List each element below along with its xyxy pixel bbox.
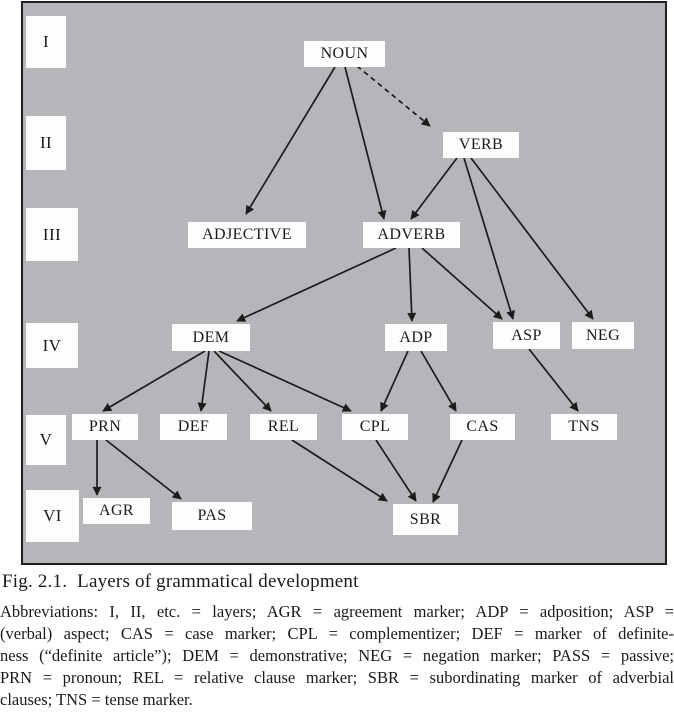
- node-cpl: CPL: [342, 414, 408, 440]
- node-asp: ASP: [493, 322, 560, 349]
- figure-caption-label: Fig. 2.1.: [2, 571, 68, 592]
- figure-caption: [2, 571, 359, 593]
- abbrev-line-2: (verbal) aspect; CAS = case marker; CPL = complementizer; DEF = marker of definite-: [0, 624, 674, 643]
- figure-caption-title: Layers of grammatical development: [77, 571, 359, 592]
- node-adjective: ADJECTIVE: [188, 222, 306, 248]
- layer-label-4: IV: [26, 323, 78, 368]
- layer-label-1: I: [26, 16, 66, 68]
- node-rel: REL: [250, 414, 317, 440]
- node-adp: ADP: [385, 324, 447, 351]
- node-dem: DEM: [172, 324, 250, 351]
- node-sbr: SBR: [393, 504, 458, 535]
- diagram-canvas: [21, 1, 667, 565]
- abbrev-line-1: Abbreviations: I, II, etc. = layers; AGR = agreement marker; ADP = adposition; ASP =: [0, 602, 674, 621]
- layer-label-6: VI: [26, 490, 79, 542]
- abbrev-line-3: ness (“definite article”); DEM = demonstrative; NEG = negation marker; PASS = passive;: [0, 646, 674, 665]
- node-agr: AGR: [83, 498, 150, 524]
- node-cas: CAS: [450, 414, 515, 440]
- abbrev-line-5: clauses; TNS = tense marker.: [0, 690, 193, 709]
- abbrev-line-4: PRN = pronoun; REL = relative clause marker; SBR = subordinating marker of adverbial: [0, 668, 674, 687]
- node-noun: NOUN: [304, 41, 385, 67]
- abbreviations-paragraph: [0, 601, 674, 711]
- node-pas: PAS: [172, 502, 252, 530]
- layer-label-3: III: [26, 208, 78, 261]
- node-neg: NEG: [572, 322, 634, 349]
- layer-label-2: II: [26, 116, 66, 170]
- node-prn: PRN: [72, 414, 138, 440]
- layer-label-5: V: [26, 415, 66, 465]
- node-adverb: ADVERB: [363, 222, 460, 248]
- node-verb: VERB: [443, 132, 519, 158]
- node-tns: TNS: [551, 414, 617, 440]
- node-def: DEF: [160, 414, 227, 440]
